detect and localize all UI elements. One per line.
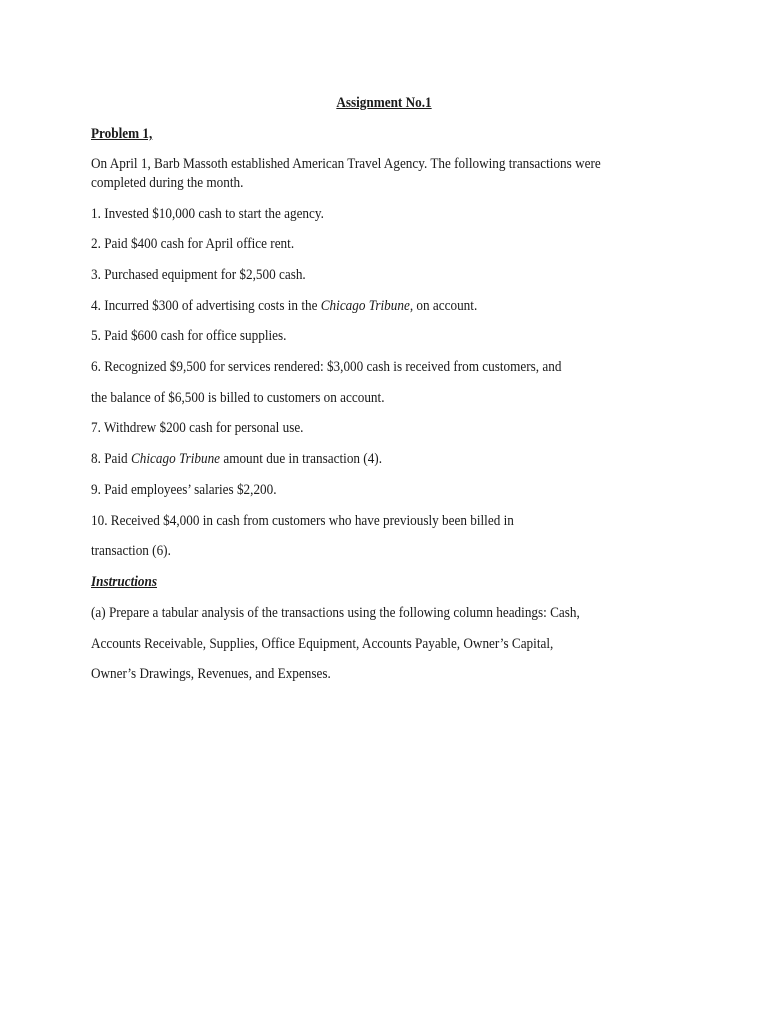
transaction-10-line-2: transaction (6). [91,543,171,559]
transaction-4 [91,298,477,314]
transaction-4-text-a: 4. Incurred $300 of advertising costs in the [91,298,321,314]
transaction-7: 7. Withdrew $200 cash for personal use. [91,420,304,436]
instructions-line-1: (a) Prepare a tabular analysis of the transactions using the following column headings: Cash, [91,605,580,621]
transaction-4-text-b: on account. [413,298,478,314]
instructions-line-2: Accounts Receivable, Supplies, Office Equipment, Accounts Payable, Owner’s Capital, [91,636,554,652]
instructions-heading: Instructions [91,574,158,590]
transaction-3: 3. Purchased equipment for $2,500 cash. [91,267,306,283]
transaction-6-line-1: 6. Recognized $9,500 for services rendered: $3,000 cash is received from customers, and [91,359,562,375]
transaction-1: 1. Invested $10,000 cash to start the agency. [91,206,324,222]
transaction-8-publication: Chicago Tribune [130,451,221,467]
instructions-line-3: Owner’s Drawings, Revenues, and Expenses. [91,666,331,682]
intro-line-1: On April 1, Barb Massoth established American Travel Agency. The following transactions were [91,156,601,172]
transaction-2: 2. Paid $400 cash for April office rent. [91,236,295,252]
transaction-6-line-2: the balance of $6,500 is billed to customers on account. [91,390,385,406]
transaction-5: 5. Paid $600 cash for office supplies. [91,328,287,344]
transaction-10-line-1: 10. Received $4,000 in cash from customers who have previously been billed in [91,513,514,529]
transaction-9: 9. Paid employees’ salaries $2,200. [91,482,277,498]
document-title: Assignment No.1 [336,95,432,111]
transaction-8-text-a: 8. Paid [91,451,131,467]
transaction-4-publication: Chicago Tribune, [320,298,414,314]
transaction-8-text-b: amount due in transaction (4). [220,451,383,467]
transaction-8 [91,451,382,467]
problem-heading: Problem 1, [91,126,153,142]
intro-line-2: completed during the month. [91,175,244,191]
